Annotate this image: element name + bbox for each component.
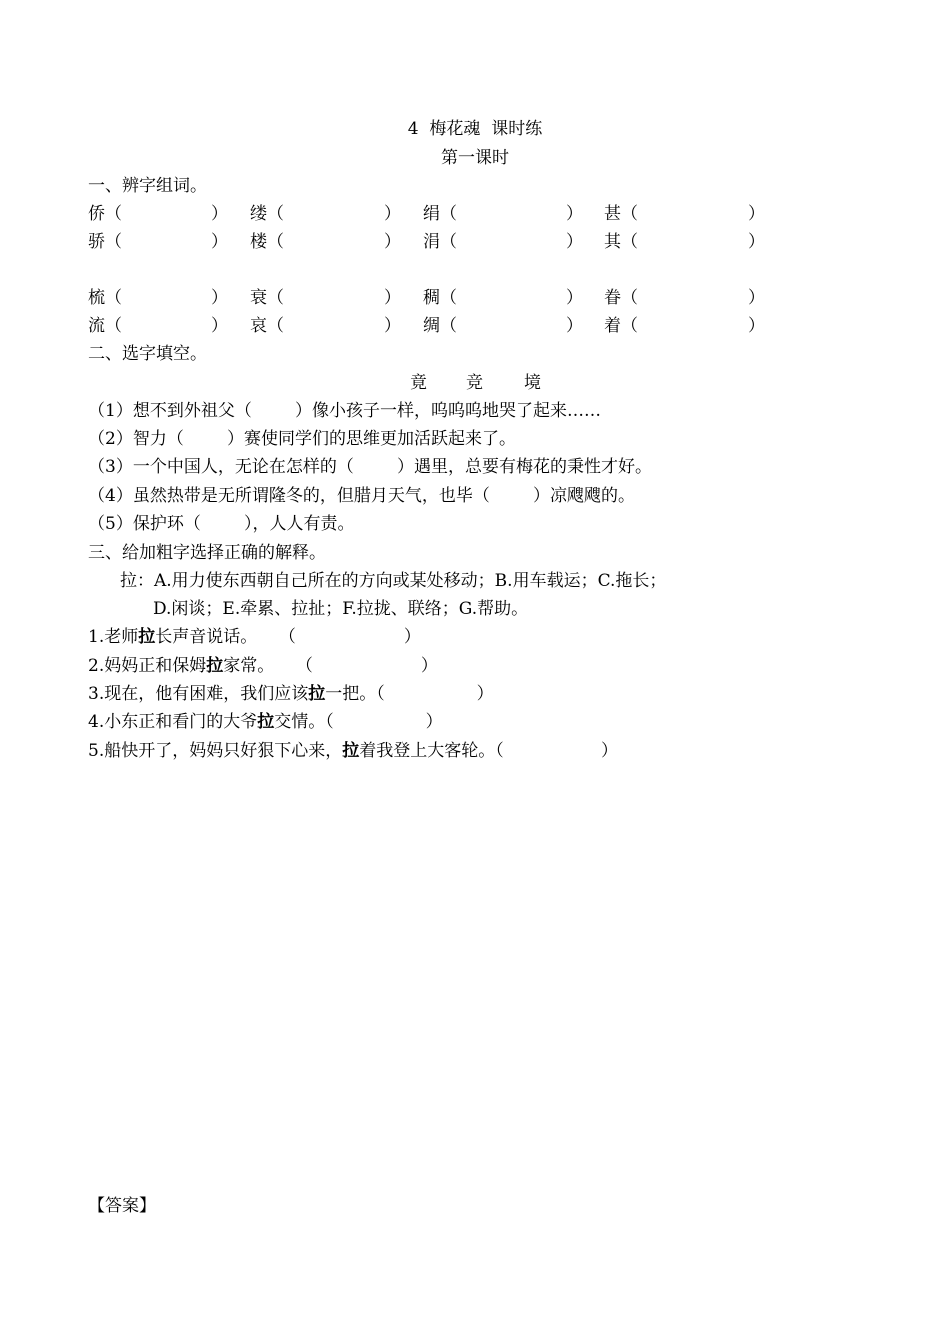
fill-item: （4）虽然热带是无所谓隆冬的，但腊月天气，也毕（ ）凉飕飕的。 <box>88 486 636 506</box>
item-text: 交情。（ ） <box>274 712 443 732</box>
grid-open: 稠（ <box>423 288 457 308</box>
grid-close: ） <box>748 204 765 224</box>
grid-close: ） <box>748 288 765 308</box>
grid-open: 缕（ <box>250 204 284 224</box>
explain-item <box>88 684 494 704</box>
grid-close: ） <box>211 288 228 308</box>
grid-close: ） <box>384 204 401 224</box>
grid-close: ） <box>211 316 228 336</box>
grid-close: ） <box>566 232 583 252</box>
grid-close: ） <box>748 232 765 252</box>
item-text: 着我登上大客轮。（ ） <box>359 741 619 761</box>
item-text: 4.小东正和看门的大爷 <box>88 712 258 732</box>
choice-char: 竟 <box>410 373 427 393</box>
definition-line: D.闲谈；E.牵累、拉扯；F.拉拢、联络；G.帮助。 <box>153 599 529 619</box>
item-text: 1.老师 <box>88 627 139 647</box>
grid-open: 绸（ <box>423 316 457 336</box>
grid-open: 哀（ <box>250 316 284 336</box>
grid-open: 涓（ <box>423 232 457 252</box>
item-text: 长声音说话。 （ ） <box>155 627 421 647</box>
fill-item: （1）想不到外祖父（ ）像小孩子一样，呜呜呜地哭了起来…… <box>88 401 602 421</box>
explain-item <box>88 741 618 761</box>
fill-item: （5）保护环（ ），人人有责。 <box>88 514 355 534</box>
grid-close: ） <box>384 288 401 308</box>
grid-close: ） <box>211 232 228 252</box>
fill-item: （3）一个中国人，无论在怎样的（ ）遇里，总要有梅花的秉性才好。 <box>88 457 653 477</box>
choice-char: 竞 <box>466 373 483 393</box>
page-title: 4 梅花魂 课时练 <box>407 119 543 139</box>
grid-close: ） <box>211 204 228 224</box>
bold-char: 拉 <box>308 684 326 704</box>
item-text: 3.现在，他有困难，我们应该 <box>88 684 309 704</box>
bold-char: 拉 <box>206 656 224 676</box>
page-subtitle: 第一课时 <box>441 148 509 168</box>
item-text: 5.船快开了，妈妈只好狠下心来， <box>88 741 343 761</box>
explain-item <box>88 656 438 676</box>
grid-close: ） <box>384 232 401 252</box>
grid-open: 其（ <box>604 232 638 252</box>
grid-open: 侨（ <box>88 204 122 224</box>
bold-char: 拉 <box>342 741 360 761</box>
choice-char: 境 <box>524 373 541 393</box>
answer-heading: 【答案】 <box>88 1196 156 1216</box>
grid-open: 流（ <box>88 316 122 336</box>
grid-close: ） <box>566 204 583 224</box>
explain-item <box>88 712 443 732</box>
grid-close: ） <box>566 288 583 308</box>
bold-char: 拉 <box>138 627 156 647</box>
explain-item <box>88 627 421 647</box>
fill-item: （2）智力（ ）赛使同学们的思维更加活跃起来了。 <box>88 429 517 449</box>
grid-close: ） <box>566 316 583 336</box>
item-text: 一把。（ ） <box>325 684 494 704</box>
bold-char: 拉 <box>257 712 275 732</box>
grid-open: 甚（ <box>604 204 638 224</box>
grid-close: ） <box>748 316 765 336</box>
grid-open: 骄（ <box>88 232 122 252</box>
item-text: 2.妈妈正和保姆 <box>88 656 207 676</box>
section3-heading: 三、给加粗字选择正确的解释。 <box>88 543 326 563</box>
grid-open: 梳（ <box>88 288 122 308</box>
grid-open: 眷（ <box>604 288 638 308</box>
grid-open: 楼（ <box>250 232 284 252</box>
grid-close: ） <box>384 316 401 336</box>
section2-heading: 二、选字填空。 <box>88 344 207 364</box>
grid-open: 着（ <box>604 316 638 336</box>
item-text: 家常。 （ ） <box>223 656 438 676</box>
section1-heading: 一、辨字组词。 <box>88 176 207 196</box>
grid-open: 绢（ <box>423 204 457 224</box>
grid-open: 衰（ <box>250 288 284 308</box>
definition-line: 拉：A.用力使东西朝自己所在的方向或某处移动；B.用车载运；C.拖长； <box>120 571 667 591</box>
